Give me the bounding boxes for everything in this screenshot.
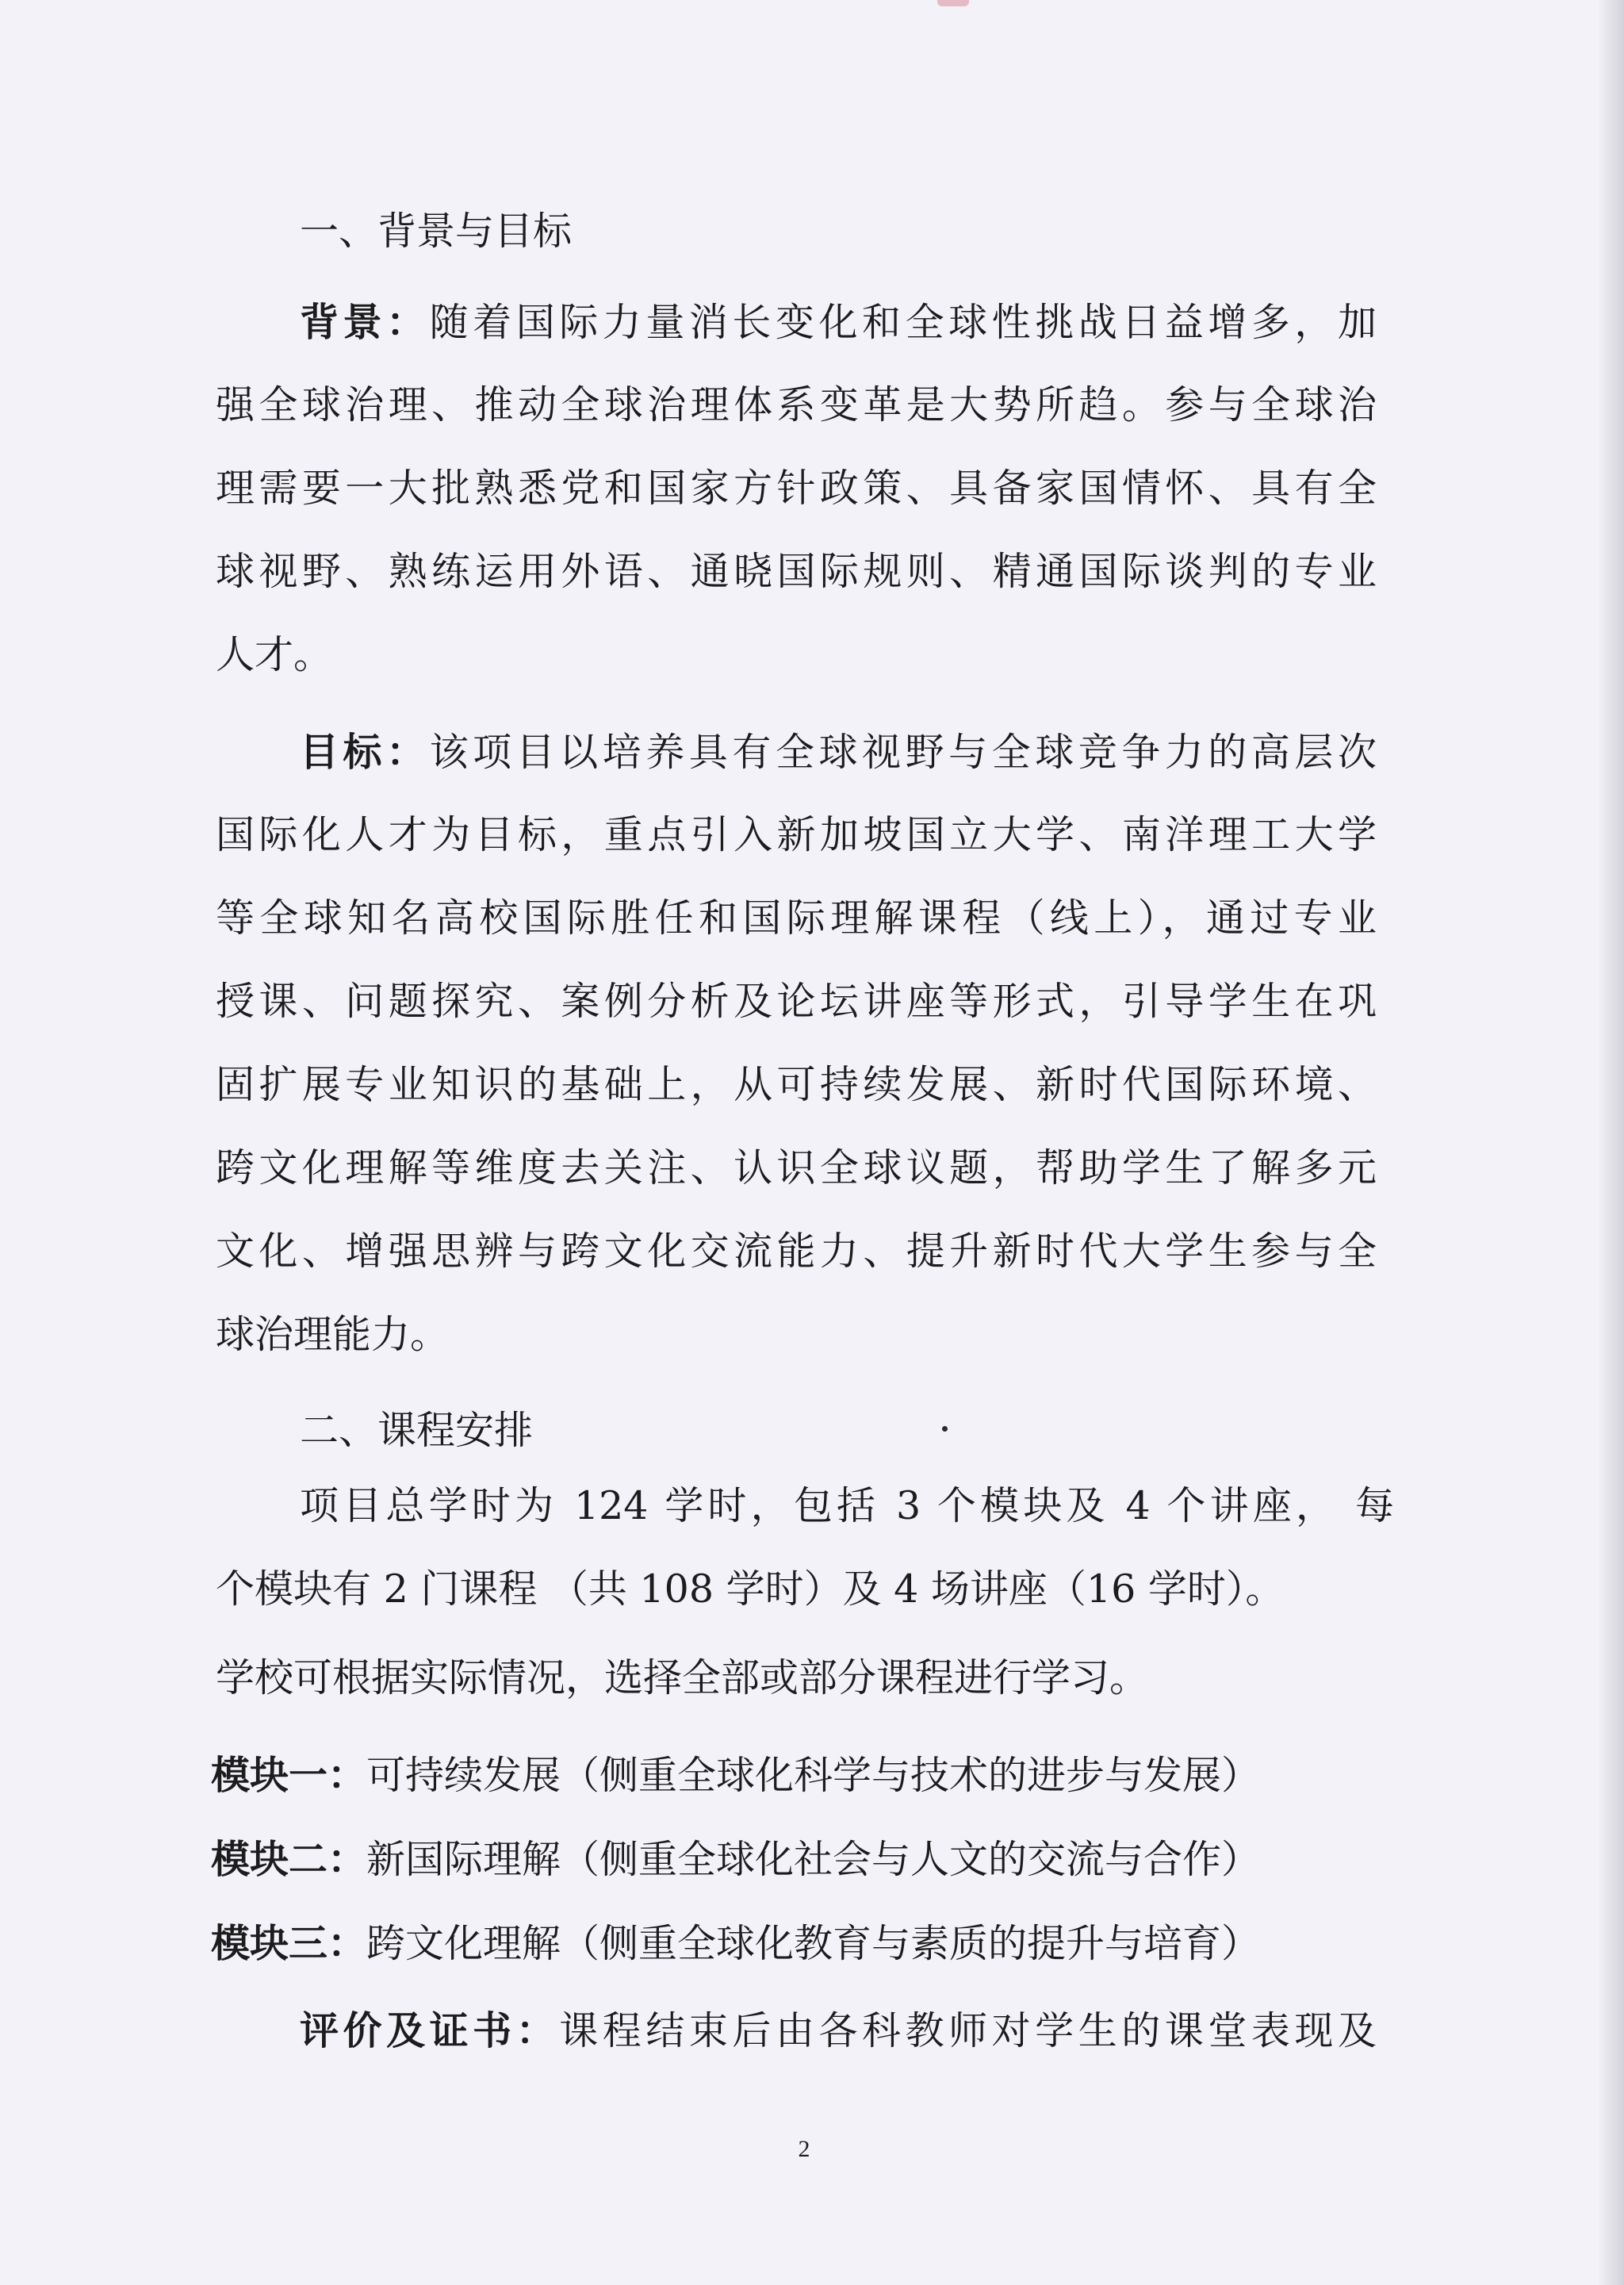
goal-paragraph-line: 文化、增强思辨与跨文化交流能力、提升新时代大学生参与全 <box>216 1229 1377 1274</box>
goal-text: 该项目以培养具有全球视野与全球竞争力的高层次 <box>429 730 1377 775</box>
background-paragraph-line: 球视野、熟练运用外语、通晓国际规则、精通国际谈判的专业 <box>216 549 1377 594</box>
module-item <box>211 1732 1400 1818</box>
goal-paragraph-line <box>300 709 1377 795</box>
module-item <box>211 1900 1400 1986</box>
goal-paragraph-line: 等全球知名高校国际胜任和国际理解课程（线上），通过专业 <box>216 895 1377 941</box>
evaluation-line <box>300 1988 1377 2073</box>
background-paragraph-line: 人才。 <box>216 632 333 677</box>
module-description: 新国际理解（侧重全球化社会与人文的交流与合作） <box>366 1837 1261 1882</box>
course-intro-line: 个模块有 2 门课程 （共 108 学时）及 4 场讲座（16 学时）。 <box>216 1566 1285 1612</box>
course-intro-line: 学校可根据实际情况，选择全部或部分课程进行学习。 <box>216 1655 1149 1700</box>
background-label: 背景： <box>300 299 430 345</box>
course-intro-line: 项目总学时为 124 学时，包括 3 个模块及 4 个讲座， 每 <box>300 1483 1394 1528</box>
background-paragraph-line: 强全球治理、推动全球治理体系变革是大势所趋。参与全球治 <box>216 382 1377 427</box>
evaluation-text: 课程结束后由各科教师对学生的课堂表现及 <box>559 2008 1377 2053</box>
page-number: 2 <box>798 2136 810 2162</box>
goal-paragraph-line: 球治理能力。 <box>216 1312 450 1357</box>
goal-paragraph-line: 国际化人才为目标，重点引入新加坡国立大学、南洋理工大学 <box>216 812 1377 857</box>
goal-paragraph-line: 跨文化理解等维度去关注、认识全球议题，帮助学生了解多元 <box>216 1145 1377 1190</box>
module-label: 模块二： <box>211 1836 367 1882</box>
background-paragraph-line: 理需要一大批熟悉党和国家方针政策、具备家国情怀、具有全 <box>216 466 1377 511</box>
module-label: 模块三： <box>211 1920 367 1966</box>
goal-paragraph-line: 固扩展专业知识的基础上，从可持续发展、新时代国际环境、 <box>216 1062 1377 1107</box>
background-text: 随着国际力量消长变化和全球性挑战日益增多，加 <box>429 300 1377 345</box>
module-item <box>211 1816 1400 1902</box>
module-description: 可持续发展（侧重全球化科学与技术的进步与发展） <box>366 1753 1261 1798</box>
evaluation-label: 评价及证书： <box>300 2007 560 2053</box>
section-heading-background-goals: 一、背景与目标 <box>300 209 573 254</box>
module-label: 模块一： <box>211 1752 367 1798</box>
scan-dot <box>942 1426 948 1432</box>
section-heading-course-arrangement: 二、课程安排 <box>300 1408 534 1453</box>
module-description: 跨文化理解（侧重全球化教育与素质的提升与培育） <box>366 1921 1261 1966</box>
background-paragraph-line <box>300 279 1377 365</box>
goal-paragraph-line: 授课、问题探究、案例分析及论坛讲座等形式，引导学生在巩 <box>216 979 1377 1024</box>
scan-mark <box>937 0 969 6</box>
scan-edge-shadow <box>1597 0 1624 2285</box>
goal-label: 目标： <box>300 729 430 775</box>
